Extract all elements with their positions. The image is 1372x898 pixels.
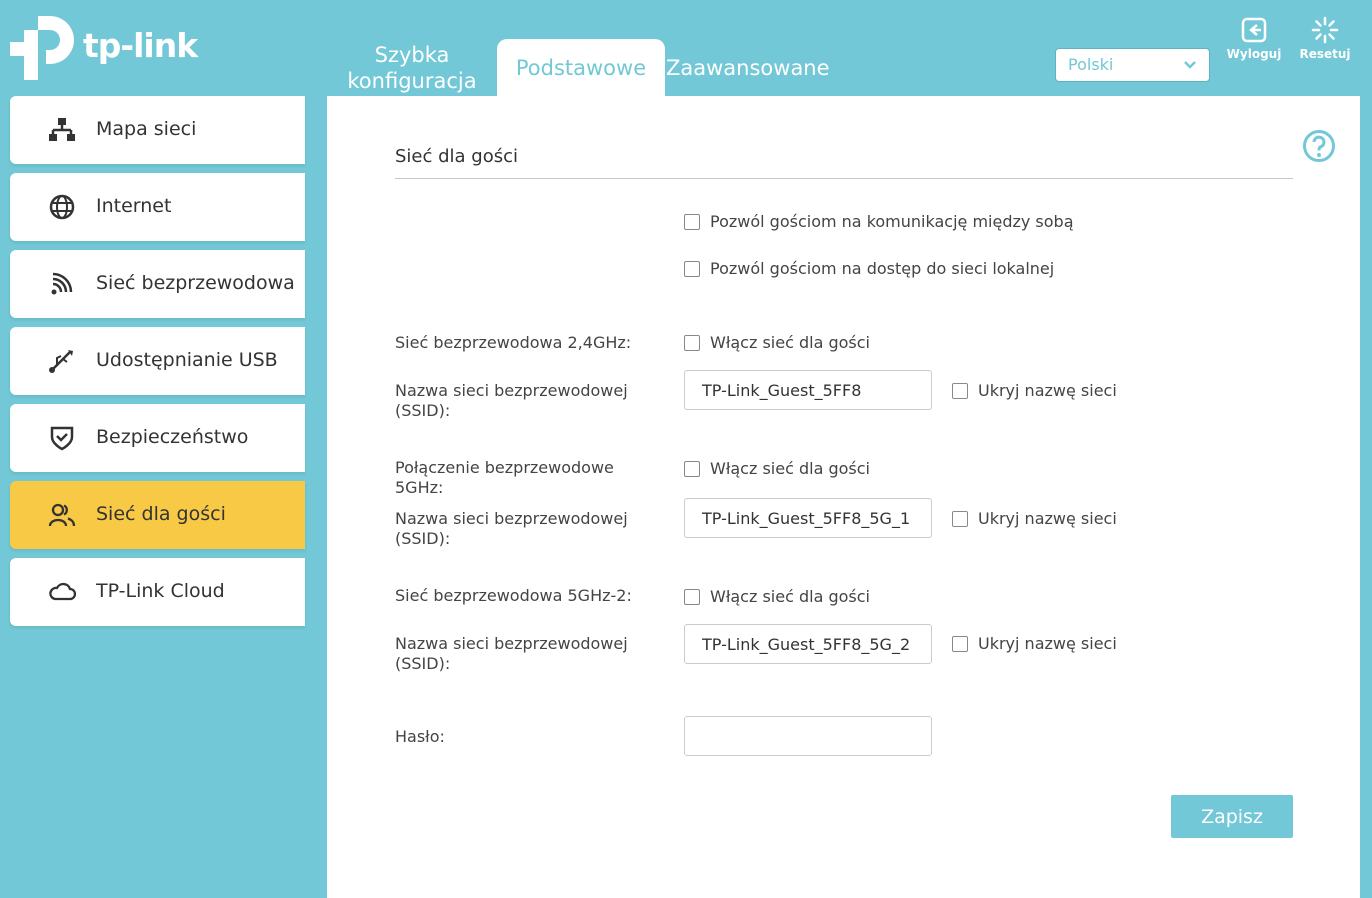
checkbox-box[interactable] (684, 214, 700, 230)
tab-quick-setup[interactable] (338, 42, 486, 94)
hide-ssid-5-2-checkbox[interactable] (952, 634, 1117, 653)
checkbox-box[interactable] (952, 511, 968, 527)
sidebar-item-label: Udostępnianie USB (96, 349, 278, 371)
logout-button[interactable] (1223, 16, 1285, 61)
tab-basic[interactable]: Podstawowe (497, 39, 665, 99)
guests-icon (48, 502, 76, 528)
sidebar-item-guest-network[interactable] (10, 481, 305, 549)
help-icon[interactable] (1302, 129, 1336, 163)
password-input[interactable] (684, 716, 932, 756)
checkbox-box[interactable] (684, 589, 700, 605)
sidebar-item-label: Sieć bezprzewodowa (96, 272, 295, 294)
checkbox-box[interactable] (684, 461, 700, 477)
logout-label: Wyloguj (1226, 47, 1282, 61)
sidebar-item-network-map[interactable] (10, 96, 305, 164)
allow-communicate-checkbox[interactable] (684, 212, 1074, 231)
sidebar (10, 96, 305, 635)
sidebar-item-security[interactable] (10, 404, 305, 472)
reset-button[interactable] (1294, 16, 1356, 61)
sidebar-item-wireless[interactable] (10, 250, 305, 318)
tab-quick-setup-line1: Szybka (374, 43, 450, 67)
wireless-icon (48, 271, 76, 297)
ssid-5-2-label: Nazwa sieci bezprzewodowej (SSID): (395, 634, 628, 673)
globe-icon (48, 194, 76, 220)
checkbox-box[interactable] (952, 383, 968, 399)
cloud-icon (48, 579, 76, 605)
band-5-2-label: Sieć bezprzewodowa 5GHz-2: (395, 586, 632, 605)
sidebar-item-usb[interactable] (10, 327, 305, 395)
language-select-value: Polski (1068, 55, 1114, 74)
logout-icon (1240, 16, 1268, 44)
band-5-label: Połączenie bezprzewodowe 5GHz: (395, 458, 614, 497)
save-button[interactable]: Zapisz (1171, 795, 1293, 838)
tab-advanced[interactable]: Zaawansowane (666, 56, 830, 80)
ssid-5-label: Nazwa sieci bezprzewodowej (SSID): (395, 509, 628, 548)
ssid-24-input[interactable] (684, 370, 932, 410)
sidebar-item-label: TP-Link Cloud (96, 580, 225, 602)
tab-quick-setup-line2: konfiguracja (347, 69, 477, 93)
sidebar-item-label: Internet (96, 195, 172, 217)
checkbox-label: Włącz sieć dla gości (710, 333, 870, 352)
language-select[interactable] (1055, 48, 1210, 82)
sidebar-item-label: Sieć dla gości (96, 503, 226, 525)
checkbox-label: Pozwól gościom na komunikację między sobą (710, 212, 1074, 231)
checkbox-box[interactable] (684, 261, 700, 277)
ssid-5-input[interactable] (684, 498, 932, 538)
checkbox-box[interactable] (684, 335, 700, 351)
ssid-24-label: Nazwa sieci bezprzewodowej (SSID): (395, 381, 628, 420)
shield-icon (48, 425, 76, 451)
enable-guest-5-checkbox[interactable] (684, 459, 870, 478)
tp-link-logo-icon (10, 14, 76, 80)
checkbox-label: Ukryj nazwę sieci (978, 509, 1117, 528)
band-24-label: Sieć bezprzewodowa 2,4GHz: (395, 333, 632, 352)
checkbox-label: Ukryj nazwę sieci (978, 381, 1117, 400)
network-map-icon (48, 117, 76, 143)
hide-ssid-24-checkbox[interactable] (952, 381, 1117, 400)
reset-icon (1311, 16, 1339, 44)
checkbox-label: Pozwól gościom na dostęp do sieci lokalnej (710, 259, 1055, 278)
divider (395, 178, 1293, 179)
reset-label: Resetuj (1299, 47, 1351, 61)
main-panel (327, 96, 1360, 898)
sidebar-item-cloud[interactable] (10, 558, 305, 626)
enable-guest-24-checkbox[interactable] (684, 333, 870, 352)
sidebar-item-label: Mapa sieci (96, 118, 197, 140)
checkbox-label: Włącz sieć dla gości (710, 459, 870, 478)
sidebar-item-label: Bezpieczeństwo (96, 426, 249, 448)
section-title: Sieć dla gości (395, 146, 519, 167)
checkbox-label: Ukryj nazwę sieci (978, 634, 1117, 653)
sidebar-item-internet[interactable] (10, 173, 305, 241)
checkbox-box[interactable] (952, 636, 968, 652)
logo-text: tp-link (83, 26, 198, 65)
password-label: Hasło: (395, 727, 445, 746)
checkbox-label: Włącz sieć dla gości (710, 587, 870, 606)
chevron-down-icon (1183, 58, 1197, 72)
tp-link-logo (10, 14, 200, 80)
usb-icon (48, 348, 76, 374)
enable-guest-5-2-checkbox[interactable] (684, 587, 870, 606)
ssid-5-2-input[interactable] (684, 624, 932, 664)
hide-ssid-5-checkbox[interactable] (952, 509, 1117, 528)
allow-local-checkbox[interactable] (684, 259, 1054, 278)
